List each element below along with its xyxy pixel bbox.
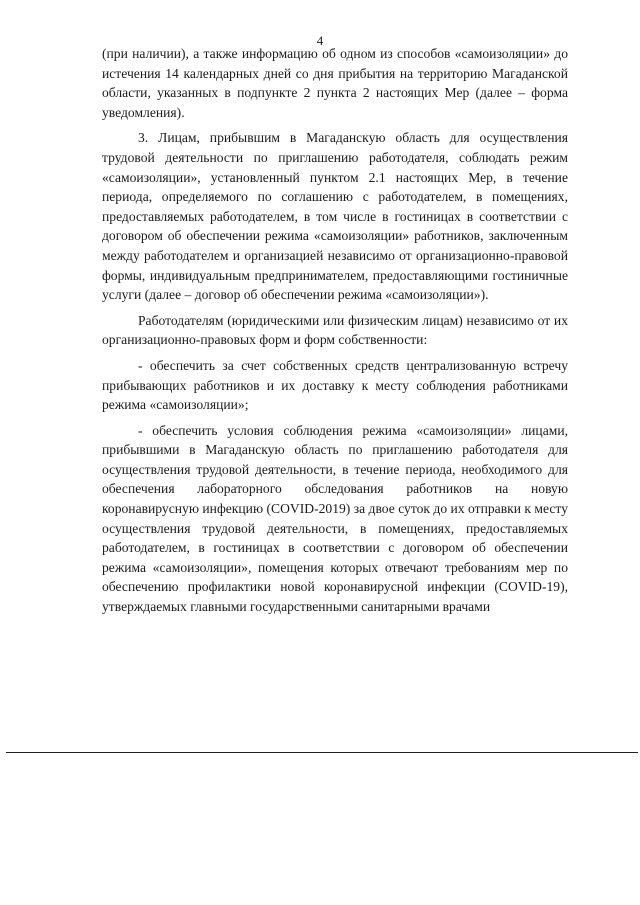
- paragraph-continuation: (при наличии), а также информацию об одном из способов «самоизоляции» до истечения 14 календарных дней со дня прибытия на территорию Магаданской области, указанных в подпункте 2 пункта 2 настоящих Мер (далее – форма уведомления).: [102, 46, 568, 120]
- document-body: [102, 44, 568, 617]
- page-number: 4: [316, 33, 324, 48]
- paragraph-item-3: 3. Лицам, прибывшим в Магаданскую область для осуществления трудовой деятельности по приглашению работодателя, соблюдать режим «самоизоляции», установленный пунктом 2.1 настоящих Мер, в течение периода, определяемого по соглашению с работодателем, в помещениях, предоставляемых работодателем, в том числе в гостиницах в соответствии с договором об обеспечении режима «самоизоляции» работников, заключенным между работодателем и организацией независимо от организационно-правовой формы, индивидуальным предпринимателем, предоставляющими гостиничные услуги (далее – договор об обеспечении режима «самоизоляции»).: [102, 130, 568, 303]
- paragraph-bullet-meeting: - обеспечить за счет собственных средств централизованную встречу прибывающих работников и их доставку к месту соблюдения работниками режима «самоизоляции»;: [102, 357, 568, 413]
- paragraph-bullet-conditions: - обеспечить условия соблюдения режима «самоизоляции» лицами, прибывшими в Магаданскую область по приглашению работодателя для осуществления трудовой деятельности, в течение периода, необходимого для обеспечения лабораторного обследования работников на новую коронавирусную инфекцию (COVID-2019) за двое суток до их отправки к месту осуществления трудовой деятельности, в помещениях, предоставляемых работодателем, в гостиницах в соответствии с договором об обеспечении режима «самоизоляции», помещения которых отвечают требованиям мер по обеспечению профилактики новой коронавирусной инфекции (COVID-19), утверждаемых главными государственными санитарными врачами: [102, 422, 568, 615]
- paragraph-employers: Работодателям (юридическими или физическим лицам) независимо от их организационно-правовых форм и форм собственности:: [102, 312, 568, 348]
- page-divider-line: [6, 752, 638, 753]
